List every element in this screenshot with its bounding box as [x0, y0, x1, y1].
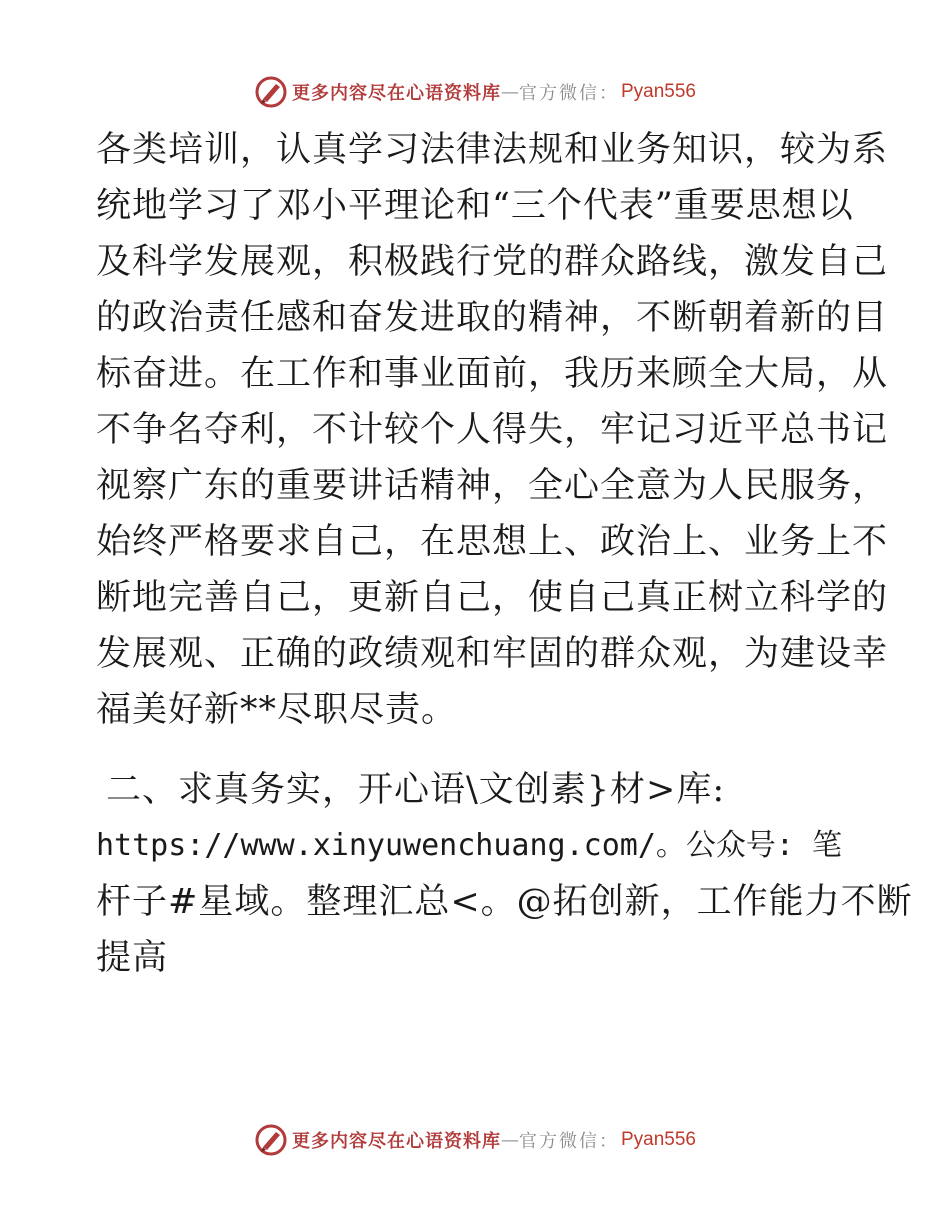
text-line: 统地学习了邓小平理论和“三个代表”重要思想以: [96, 186, 854, 226]
watermark-wechat-id: Pyan556: [620, 1129, 696, 1150]
watermark-label: 官方微信：: [518, 83, 619, 104]
text-line: 各类培训，认真学习法律法规和业务知识，较为系: [96, 130, 889, 170]
url-line: https://www.xinyuwenchuang.com/。公众号: 笔: [96, 828, 843, 863]
document-body: [96, 122, 913, 986]
text-line: 的政治责任感和奋发进取的精神，不断朝着新的目: [96, 298, 889, 338]
pen-logo-icon: [254, 75, 288, 109]
watermark-dash: —: [500, 81, 519, 103]
text-line: 杆子#星域。整理汇总<。@拓创新，工作能力不断: [96, 882, 913, 922]
pen-logo-icon: [254, 1123, 288, 1157]
watermark-brand-text: 更多内容尽在心语资料库: [291, 83, 501, 104]
text-line: 福美好新**尽职尽责。: [96, 690, 458, 730]
section-heading: 二、求真务实，开心语\文创素}材>库:: [106, 770, 726, 810]
text-line: 提高: [96, 938, 169, 978]
footer-watermark: [0, 1120, 950, 1160]
watermark-dash: —: [500, 1129, 519, 1151]
text-line: 不争名夺利，不计较个人得失，牢记习近平总书记: [96, 410, 889, 450]
watermark-brand-text: 更多内容尽在心语资料库: [291, 1131, 501, 1152]
paragraph-1: [96, 122, 889, 738]
text-line: 断地完善自己，更新自己，使自己真正树立科学的: [96, 578, 889, 618]
text-line: 发展观、正确的政绩观和牢固的群众观，为建设幸: [96, 634, 889, 674]
text-line: 及科学发展观，积极践行党的群众路线，激发自己: [96, 242, 889, 282]
text-line: 视察广东的重要讲话精神，全心全意为人民服务，: [96, 466, 889, 506]
text-line: 标奋进。在工作和事业面前，我历来顾全大局，从: [96, 354, 889, 394]
watermark-wechat-id: Pyan556: [620, 81, 696, 102]
paragraph-2: [96, 762, 913, 986]
text-line: 始终严格要求自己，在思想上、政治上、业务上不: [96, 522, 889, 562]
watermark-label: 官方微信：: [518, 1131, 619, 1152]
header-watermark: [0, 72, 950, 112]
